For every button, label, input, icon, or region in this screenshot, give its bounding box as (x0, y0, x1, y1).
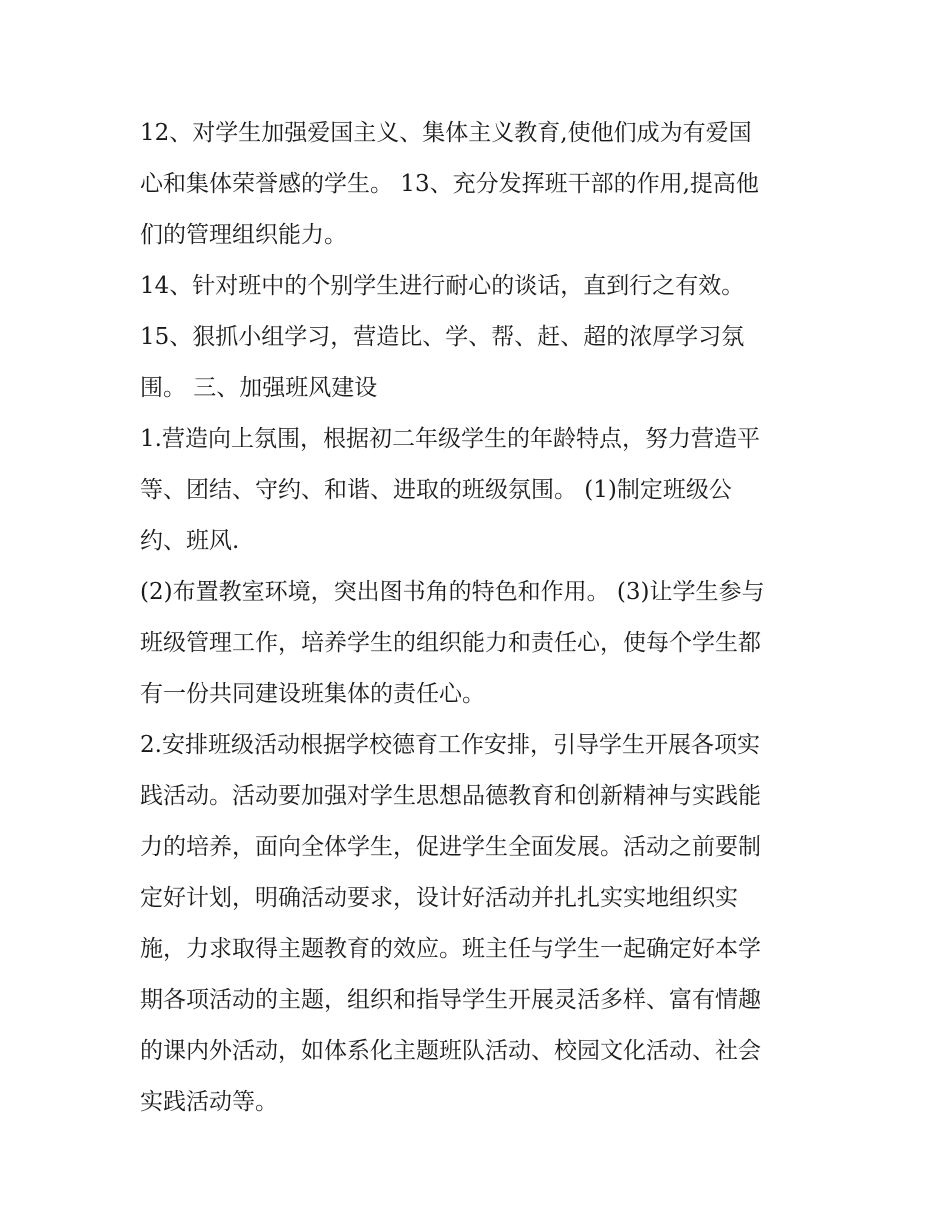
text-line: 践活动。活动要加强对学生思想品德教育和创新精神与实践能 (140, 783, 761, 809)
text-line: 有一份共同建设班集体的责任心。 (140, 681, 485, 707)
text-line: 围。 三、加强班风建设 (140, 375, 378, 401)
text-line: 12、对学生加强爱国主义、集体主义教育,使他们成为有爱国 (140, 120, 752, 146)
text-line: 约、班风. (140, 528, 240, 554)
text-line: 2.安排班级活动根据学校德育工作安排，引导学生开展各项实 (140, 732, 760, 758)
text-line: 实践活动等。 (140, 1089, 278, 1115)
text-line: 施，力求取得主题教育的效应。班主任与学生一起确定好本学 (140, 936, 761, 962)
text-line: 1.营造向上氛围，根据初二年级学生的年龄特点，努力营造平 (140, 426, 760, 452)
text-line: 力的培养，面向全体学生，促进学生全面发展。活动之前要制 (140, 834, 761, 860)
text-line: 的课内外活动，如体系化主题班队活动、校园文化活动、社会 (140, 1038, 761, 1064)
text-line: 定好计划，明确活动要求，设计好活动并扎扎实实地组织实 (140, 885, 738, 911)
text-line: 15、狠抓小组学习，营造比、学、帮、赶、超的浓厚学习氛 (140, 324, 745, 350)
text-line: 们的管理组织能力。 (140, 222, 347, 248)
document-body (140, 108, 820, 1128)
text-line: 心和集体荣誉感的学生。 13、充分发挥班干部的作用,提高他 (140, 171, 759, 197)
text-line: 14、针对班中的个别学生进行耐心的谈话，直到行之有效。 (140, 273, 745, 299)
text-line: 等、团结、守约、和谐、进取的班级氛围。 (1)制定班级公 (140, 477, 732, 503)
text-line: (2)布置教室环境，突出图书角的特色和作用。 (3)让学生参与 (140, 579, 765, 605)
text-line: 班级管理工作，培养学生的组织能力和责任心，使每个学生都 (140, 630, 761, 656)
text-line: 期各项活动的主题，组织和指导学生开展灵活多样、富有情趣 (140, 987, 761, 1013)
